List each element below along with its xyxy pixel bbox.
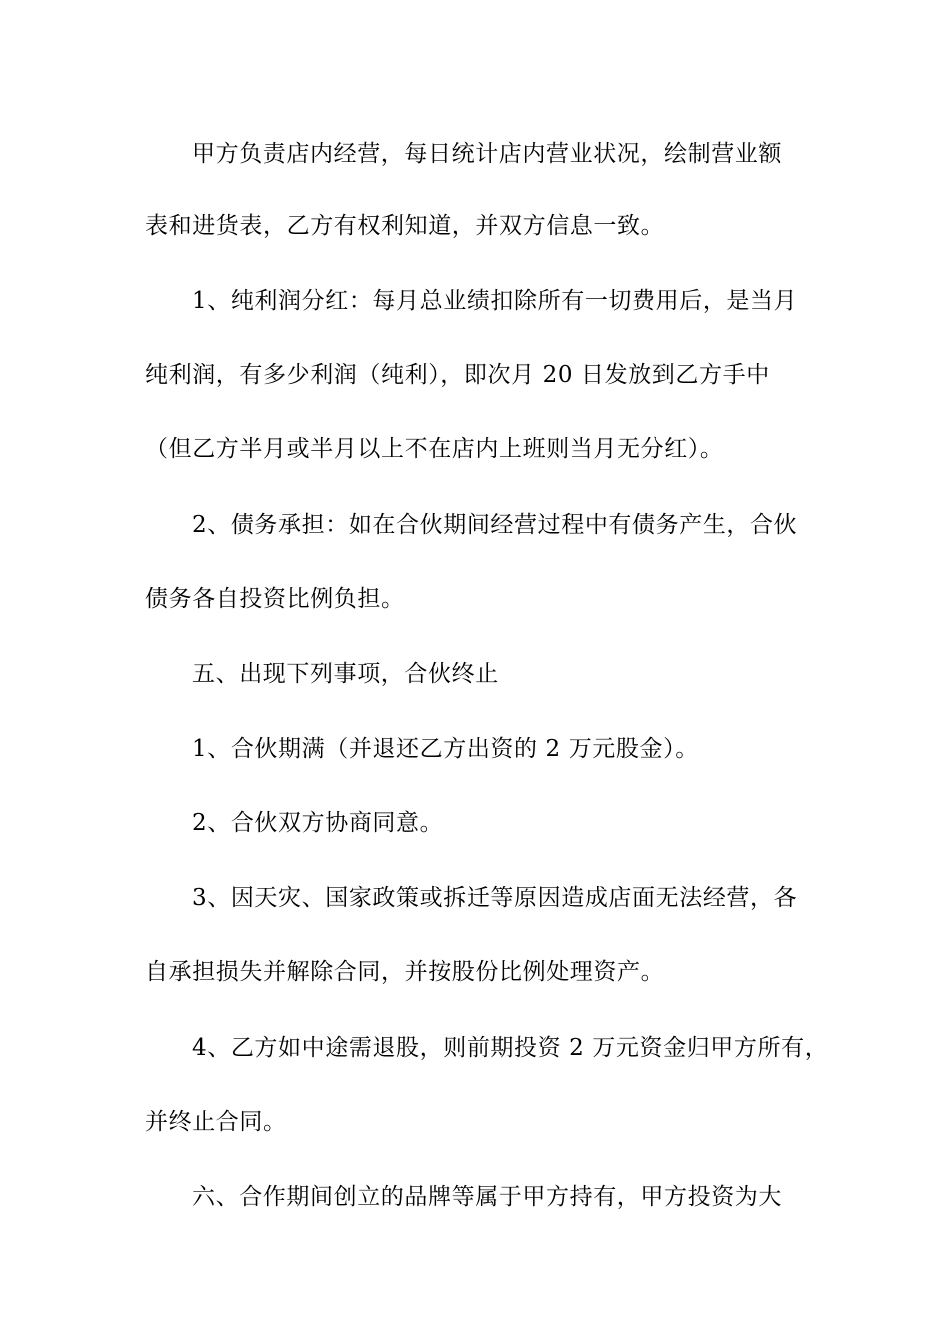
list-item: 2、合伙双方协商同意。 [192, 810, 444, 836]
paragraph-line: 债务各自投资比例负担。 [145, 586, 405, 612]
paragraph-line: （但乙方半月或半月以上不在店内上班则当月无分红）。 [145, 436, 724, 462]
paragraph-line: 1、纯利润分红：每月总业绩扣除所有一切费用后，是当月 [192, 288, 798, 314]
paragraph-line: 自承担损失并解除合同，并按股份比例处理资产。 [145, 959, 665, 985]
paragraph-line: 表和进货表，乙方有权利知道，并双方信息一致。 [145, 213, 665, 239]
section-heading: 五、出现下列事项，合伙终止 [192, 661, 499, 687]
paragraph-line: 并终止合同。 [145, 1109, 287, 1135]
paragraph-line: 2、债务承担：如在合伙期间经营过程中有债务产生，合伙 [192, 512, 798, 538]
list-item: 4、乙方如中途需退股，则前期投资 2 万元资金归甲方所有， [192, 1035, 829, 1061]
paragraph-line: 纯利润，有多少利润（纯利），即次月 20 日发放到乙方手中 [145, 362, 770, 388]
paragraph-line: 甲方负责店内经营，每日统计店内营业状况，绘制营业额 [192, 141, 782, 167]
list-item: 1、合伙期满（并退还乙方出资的 2 万元股金）。 [192, 736, 699, 762]
section-heading: 六、合作期间创立的品牌等属于甲方持有，甲方投资为大 [192, 1184, 782, 1210]
list-item: 3、因天灾、国家政策或拆迁等原因造成店面无法经营，各 [192, 885, 798, 911]
